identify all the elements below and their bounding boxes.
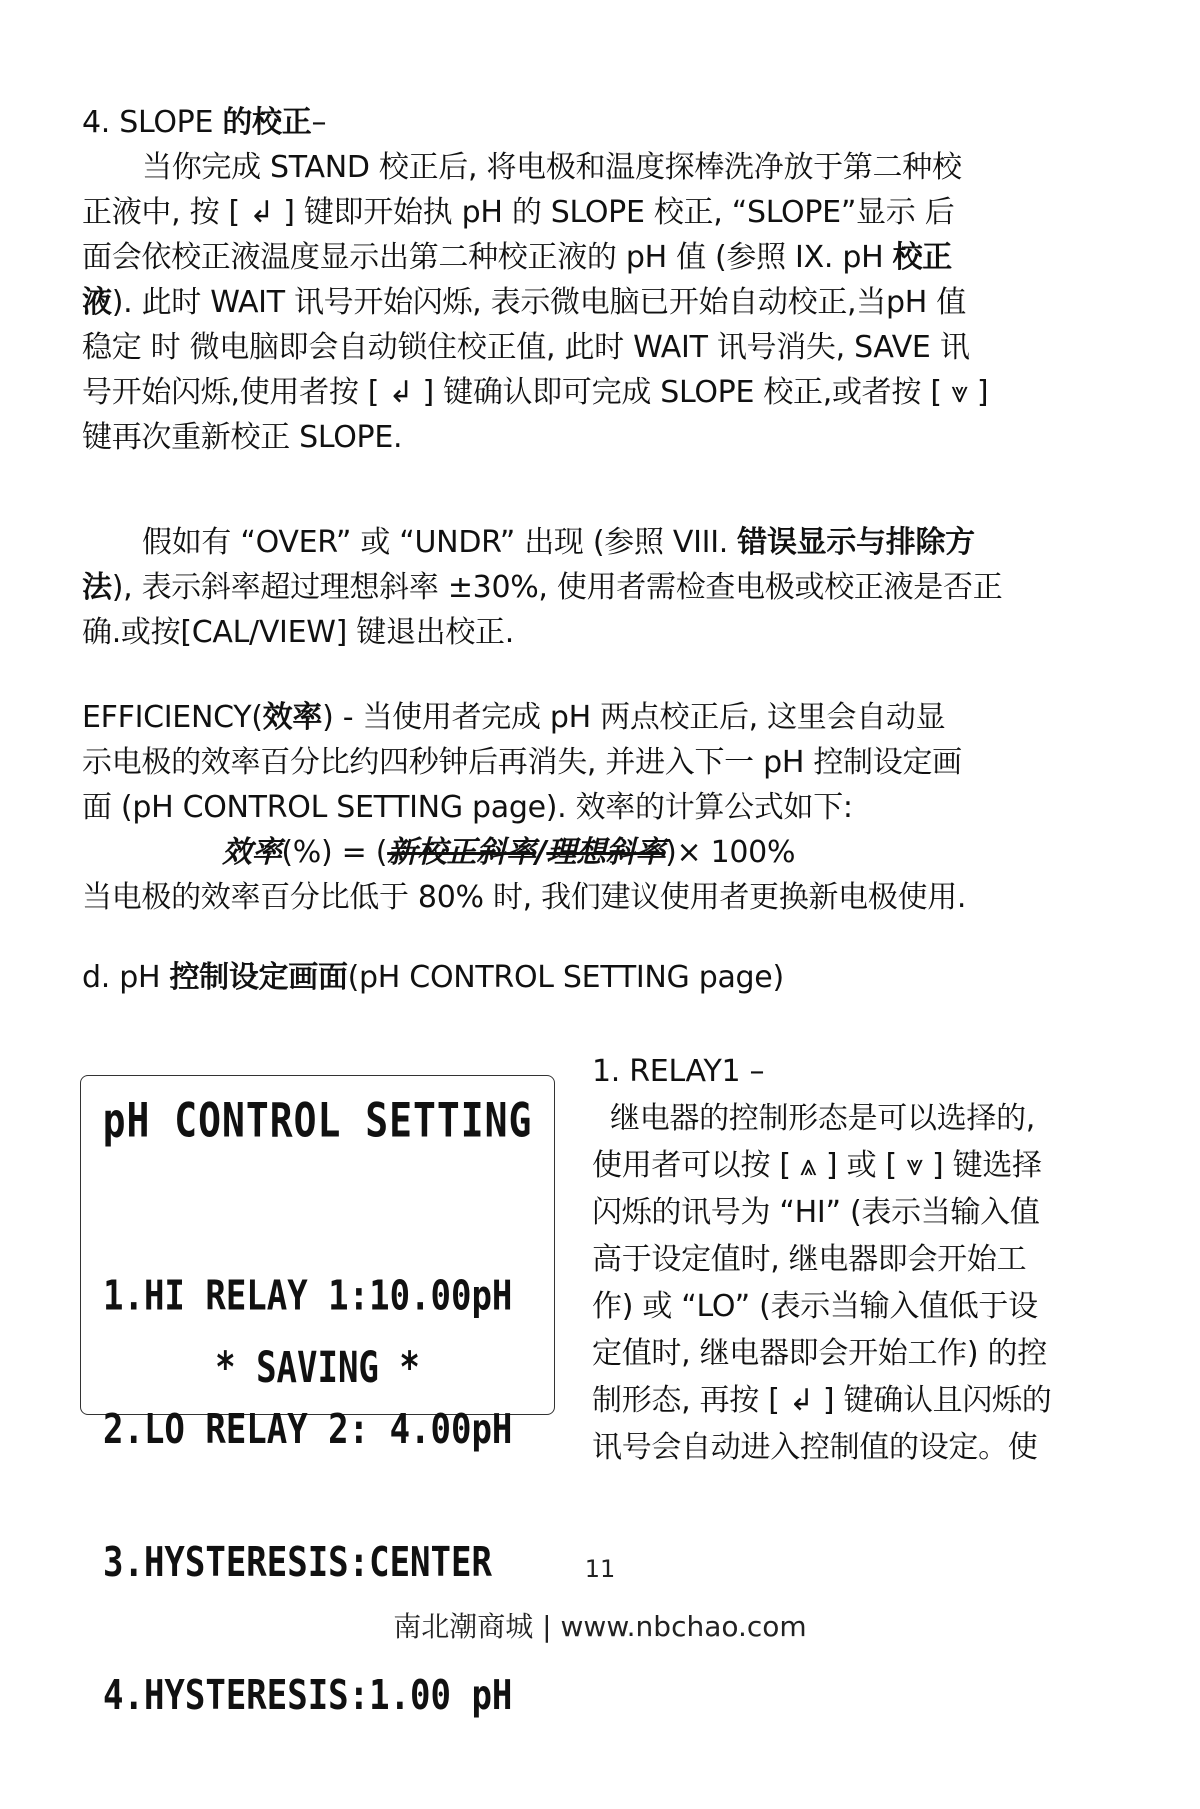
efficiency-line-2: 示电极的效率百分比约四秒钟后再消失, 并进入下一 pH 控制设定画: [82, 745, 962, 780]
relay-line-1: 继电器的控制形态是可以选择的,: [610, 1101, 1036, 1136]
slope-line-1: 当你完成 STAND 校正后, 将电极和温度探棒洗净放于第二种校: [142, 150, 962, 185]
slope-line-5: 稳定 时 微电脑即会自动锁住校正值, 此时 WAIT 讯号消失, SAVE 讯: [82, 330, 970, 365]
relay-description: [592, 1048, 1152, 1471]
slope-section: [82, 100, 1122, 460]
slope-heading: 4. SLOPE 的校正–: [82, 105, 327, 140]
slope-line-3: 面会依校正液温度显示出第二种校正液的 pH 值 (参照 IX. pH 校正: [82, 240, 952, 275]
lcd-line-hi-relay: 1.HI RELAY 1:10.00pH: [103, 1272, 513, 1321]
efficiency-section: [82, 695, 1122, 920]
efficiency-formula: 效率(%) = (新校正斜率/理想斜率)× 100%: [222, 835, 796, 870]
relay-line-4: 高于设定值时, 继电器即会开始工: [592, 1242, 1027, 1277]
slope-line-7: 键再次重新校正 SLOPE.: [82, 420, 403, 455]
lcd-line-lo-relay: 2.LO RELAY 2: 4.00pH: [103, 1405, 513, 1454]
efficiency-line-4: 当电极的效率百分比低于 80% 时, 我们建议使用者更换新电极使用.: [82, 880, 967, 915]
page-number: 11: [584, 1555, 616, 1583]
relay-heading: 1. RELAY1 –: [592, 1054, 765, 1089]
slope-line-6: 号开始闪烁,使用者按 [ ↲ ] 键确认即可完成 SLOPE 校正,或者按 [ ⩔ ]: [82, 375, 989, 410]
relay-line-5: 作) 或 “LO” (表示当输入值低于设: [592, 1289, 1038, 1324]
over-undr-section: [82, 520, 1122, 655]
slope-line-4: 液). 此时 WAIT 讯号开始闪烁, 表示微电脑已开始自动校正,当pH 值: [82, 285, 966, 320]
efficiency-line-3: 面 (pH CONTROL SETTING page). 效率的计算公式如下:: [82, 790, 853, 825]
over-line-3: 确.或按[CAL/VIEW] 键退出校正.: [82, 615, 514, 650]
footer-watermark: 南北潮商城 | www.nbchao.com: [393, 1610, 807, 1643]
lcd-title: pH CONTROL SETTING: [102, 1092, 533, 1148]
lcd-screen: [80, 1075, 555, 1720]
lcd-line-hysteresis-value: 4.HYSTERESIS:1.00 pH: [103, 1672, 513, 1720]
over-line-2: 法), 表示斜率超过理想斜率 ±30%, 使用者需检查电极或校正液是否正: [82, 570, 1003, 605]
over-line-1: 假如有 “OVER” 或 “UNDR” 出现 (参照 VIII. 错误显示与排除方: [142, 525, 975, 560]
control-setting-heading: d. pH 控制设定画面(pH CONTROL SETTING page): [82, 960, 784, 995]
lcd-status: * SAVING *: [215, 1343, 420, 1393]
lcd-line-hysteresis-mode: 3.HYSTERESIS:CENTER: [103, 1538, 492, 1587]
slope-line-2: 正液中, 按 [ ↲ ] 键即开始执 pH 的 SLOPE 校正, “SLOPE”显示 后: [82, 195, 955, 230]
relay-line-2: 使用者可以按 [ ⩓ ] 或 [ ⩔ ] 键选择: [592, 1148, 1042, 1183]
efficiency-line-1: EFFICIENCY(效率) - 当使用者完成 pH 两点校正后, 这里会自动显: [82, 700, 946, 735]
lcd-menu: [103, 1186, 512, 1808]
relay-line-3: 闪烁的讯号为 “HI” (表示当输入值: [592, 1195, 1040, 1230]
relay-line-8: 讯号会自动进入控制值的设定。使: [592, 1430, 1038, 1465]
relay-line-7: 制形态, 再按 [ ↲ ] 键确认且闪烁的: [592, 1383, 1052, 1418]
relay-line-6: 定值时, 继电器即会开始工作) 的控: [592, 1336, 1047, 1371]
